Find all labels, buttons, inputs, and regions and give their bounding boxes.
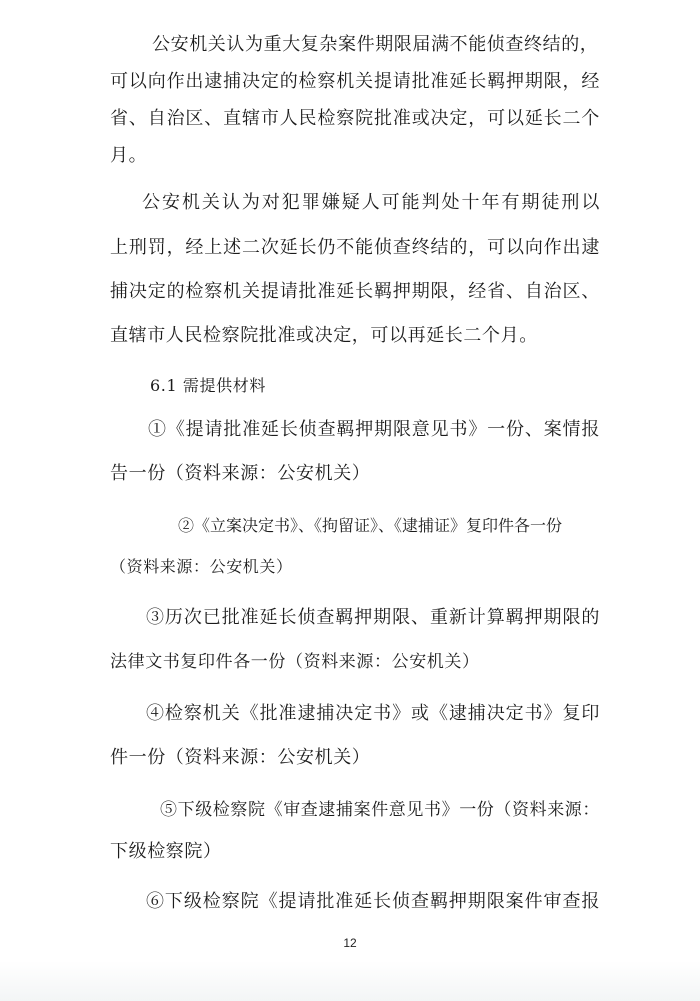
item-4-line-2: 件一份（资料来源：公安机关） [110, 747, 371, 768]
item-5-line-2: 下级检察院） [110, 841, 222, 862]
paragraph-2-line-4: 直辖市人民检察院批准或决定，可以再延长二个月。 [110, 325, 538, 346]
scan-shading [0, 961, 700, 1001]
item-4-line-1: ④检察机关《批准逮捕决定书》或《逮捕决定书》复印 [146, 703, 600, 724]
paragraph-1-line-3: 省、自治区、直辖市人民检察院批准或决定，可以延长二个 [110, 108, 600, 129]
item-5-line-1: ⑤下级检察院《审查逮捕案件意见书》一份（资料来源： [160, 800, 600, 820]
paragraph-1-line-1: 公安机关认为重大复杂案件期限届满不能侦查终结的， [152, 34, 599, 55]
item-2-line-1: ②《立案决定书》、《拘留证》、《逮捕证》复印件各一份 [178, 516, 563, 535]
paragraph-2-line-3: 捕决定的检察机关提请批准延长羁押期限，经省、自治区、 [110, 281, 600, 302]
page-number: 12 [343, 936, 357, 950]
paragraph-1-line-4: 月。 [110, 145, 148, 166]
item-6-line-1: ⑥下级检察院《提请批准延长侦查羁押期限案件审查报 [146, 891, 600, 912]
item-1-line-1: ①《提请批准延长侦查羁押期限意见书》一份、案情报 [148, 419, 600, 440]
paragraph-2-line-2: 上刑罚，经上述二次延长仍不能侦查终结的，可以向作出逮 [110, 237, 600, 258]
section-heading: 6.1 需提供材料 [150, 376, 266, 395]
paragraph-2-line-1: 公安机关认为对犯罪嫌疑人可能判处十年有期徒刑以 [142, 192, 600, 213]
paragraph-1-line-2: 可以向作出逮捕决定的检察机关提请批准延长羁押期限，经 [110, 71, 600, 92]
item-3-line-1: ③历次已批准延长侦查羁押期限、重新计算羁押期限的 [146, 607, 600, 628]
item-2-line-2: （资料来源：公安机关） [110, 557, 293, 576]
item-1-line-2: 告一份（资料来源：公安机关） [110, 463, 371, 484]
item-3-line-2: 法律文书复印件各一份（资料来源：公安机关） [110, 652, 480, 672]
